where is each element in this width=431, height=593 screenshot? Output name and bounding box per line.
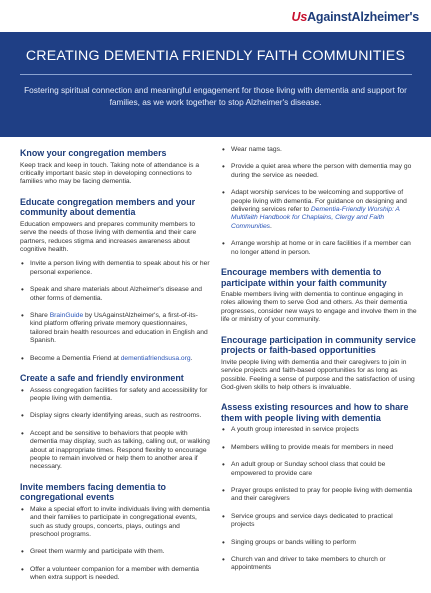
list-item: • Assess congregation facilities for safety and accessibility for people living with dementia. bbox=[20, 387, 210, 404]
list-item-text: Become a Dementia Friend at bbox=[30, 354, 121, 362]
bullet-list bbox=[221, 146, 417, 257]
bullet-list bbox=[20, 260, 210, 363]
section-body: Keep track and keep in touch. Taking note of attendance is a critically important basic step in developing connections to families who may be facing dementia. bbox=[20, 161, 200, 186]
page-subtitle: Fostering spiritual connection and meaningful engagement for those living with dementia and support for families, as we work together to stop Alzheimer's disease. bbox=[24, 85, 407, 107]
list-item bbox=[20, 355, 210, 363]
list-item-text: Adapt worship services to be welcoming and supportive of people living with dementia. For guidance on designing and delivering services refer to bbox=[231, 189, 407, 214]
section-worship-continued bbox=[221, 146, 417, 257]
list-item bbox=[221, 189, 417, 231]
list-item-text: . bbox=[190, 354, 193, 362]
list-item: • An adult group or Sunday school class that could be empowered to provide care bbox=[221, 461, 417, 478]
section-body: Education empowers and prepares community members to serve the needs of those living with dementia and their care partners, reduces stigma and increases awareness about cognitive health. bbox=[20, 220, 197, 253]
section-heading: Invite members facing dementia to congregational events bbox=[20, 481, 166, 503]
section-educate bbox=[20, 197, 210, 363]
section-participate bbox=[221, 267, 417, 325]
list-item: • Make a special effort to invite individuals living with dementia and their families to participate in congregational events, such as study groups, concerts, plays, outings and preschool programs. bbox=[20, 506, 210, 540]
dementia-friends-link[interactable]: dementiafriendsusa.org bbox=[120, 354, 191, 362]
list-item-text: . bbox=[270, 222, 272, 230]
right-column bbox=[221, 148, 417, 583]
brainguide-link[interactable]: BrainGuide bbox=[49, 311, 84, 319]
hero-divider bbox=[20, 74, 412, 75]
bullet-list bbox=[221, 426, 417, 572]
section-invite-events bbox=[20, 482, 210, 583]
list-item: • Wear name tags. bbox=[221, 146, 417, 154]
list-item: • Arrange worship at home or in care facilities if a member can no longer attend in person. bbox=[221, 240, 417, 257]
section-heading: Assess existing resources and how to share them with people living with dementia bbox=[221, 402, 409, 423]
list-item: • Prayer groups enlisted to pray for people living with dementia and their caregivers bbox=[221, 487, 417, 504]
list-item: • Display signs clearly identifying areas, such as restrooms. bbox=[20, 412, 210, 420]
page-title: CREATING DEMENTIA FRIENDLY FAITH COMMUNITIES bbox=[25, 48, 406, 64]
list-item-text: by UsAgainstAlzheimer's, a first-of-its-kind platform offering private memory questionnaires, tailored brain health resources and education in English and Spanish. bbox=[30, 311, 208, 345]
list-item: • Members willing to provide meals for members in need bbox=[221, 444, 417, 452]
section-heading: Create a safe and friendly environment bbox=[20, 373, 184, 383]
hero-banner bbox=[0, 32, 431, 137]
list-item: • Invite a person living with dementia to speak about his or her personal experience. bbox=[20, 260, 210, 277]
list-item: • Church van and driver to take members to church or appointments bbox=[221, 556, 417, 573]
bullet-list bbox=[20, 506, 210, 583]
section-body: Enable members living with dementia to continue engaging in roles allowing them to serve God and others. As their dementia progresses, consider new ways to engage and involve them in the life or ministry of your community. bbox=[221, 291, 417, 324]
section-body: Invite people living with dementia and their caregivers to join in service projects and faith-based opportunities for as long as possible. Feeling a sense of purpose and the satisfaction of using God-given skills to help others is invaluable. bbox=[221, 358, 415, 391]
section-heading: Know your congregation members bbox=[20, 148, 167, 158]
list-item: • Singing groups or bands willing to perform bbox=[221, 539, 417, 547]
list-item: • A youth group interested in service projects bbox=[221, 426, 417, 434]
list-item: • Offer a volunteer companion for a member with dementia when extra support is needed. bbox=[20, 566, 210, 583]
list-item: • Greet them warmly and participate with them. bbox=[20, 548, 210, 556]
list-item: • Service groups and service days dedicated to practical projects bbox=[221, 513, 417, 530]
list-item: • Speak and share materials about Alzheimer's disease and other forms of dementia. bbox=[20, 286, 210, 303]
section-heading: Encourage participation in community service projects or faith-based opportunities bbox=[221, 334, 416, 356]
handbook-link[interactable]: Dementia-Friendly Worship: A Multifaith Handbook for Chaplains, Clergy and Faith Communities bbox=[231, 206, 400, 230]
list-item bbox=[20, 312, 210, 346]
section-heading: Encourage members with dementia to participate within your faith community bbox=[221, 267, 387, 288]
logo-rest: AgainstAlzheimer's bbox=[307, 10, 419, 24]
list-item: • Accept and be sensitive to behaviors that people with dementia may display, such as talking, calling out, or walking about at inappropriate times. Respond flexibly to encourage people to remain involved or help them to another area if necessary. bbox=[20, 430, 210, 472]
section-resources bbox=[221, 402, 417, 572]
section-service-projects bbox=[221, 335, 417, 393]
list-item: • Provide a quiet area where the person with dementia may go during the service as needed. bbox=[221, 163, 417, 180]
section-heading: Educate congregation members and your community about dementia bbox=[20, 196, 196, 218]
bullet-list bbox=[20, 387, 210, 472]
list-item-text: Share bbox=[30, 311, 50, 319]
section-safe-environment bbox=[20, 373, 210, 472]
logo bbox=[292, 10, 420, 24]
logo-us: Us bbox=[291, 10, 308, 24]
section-know-members bbox=[20, 148, 210, 187]
left-column bbox=[20, 148, 210, 593]
